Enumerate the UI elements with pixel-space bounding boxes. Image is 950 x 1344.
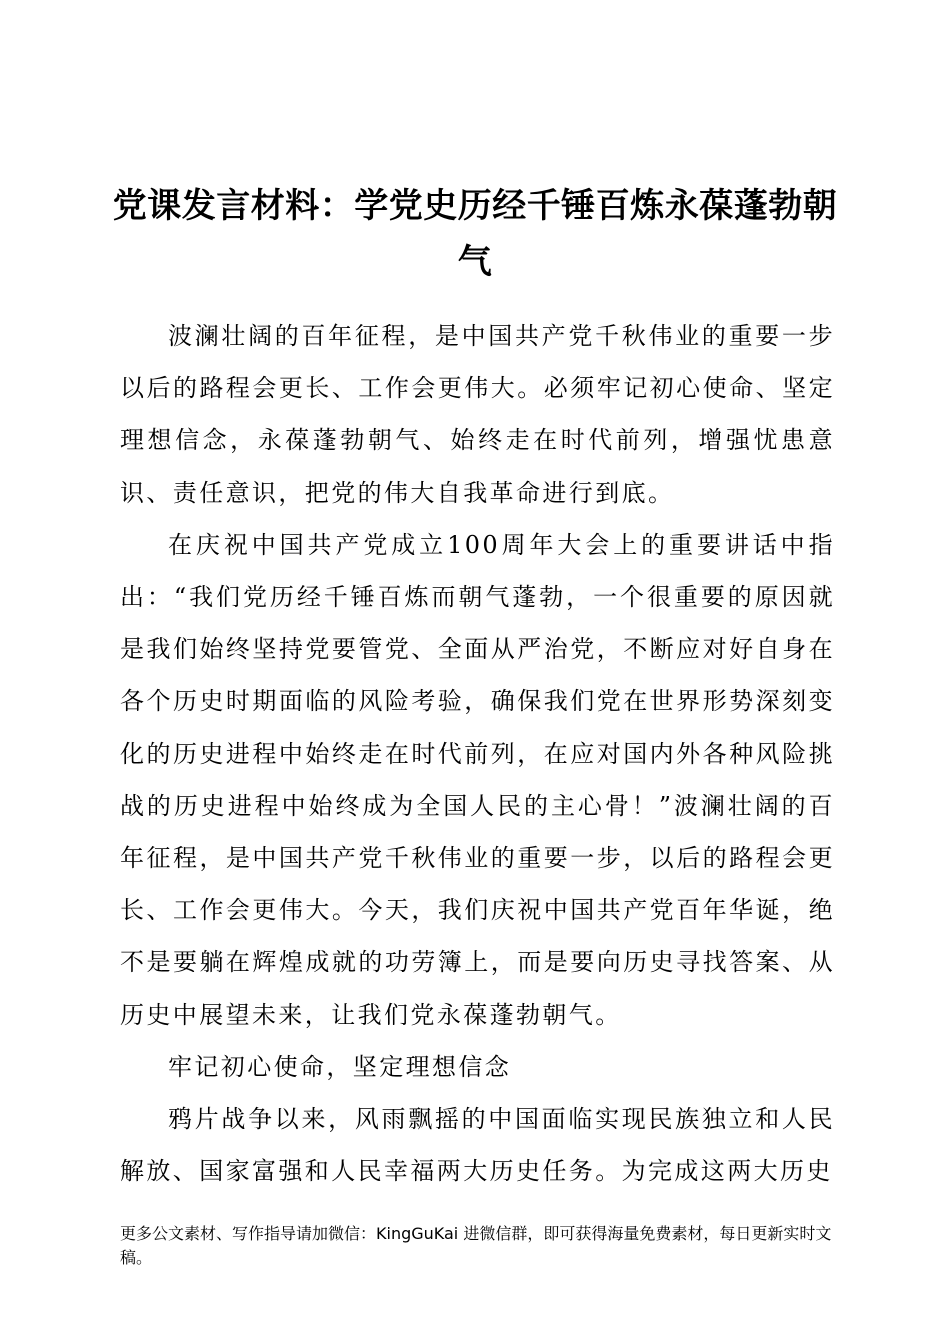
body-paragraph: 在庆祝中国共产党成立100周年大会上的重要讲话中指出：“我们党历经千锤百炼而朝气蓬勃，一个很重要的原因就是我们始终坚持党要管党、全面从严治党，不断应对好自身在各个历史时期面临的风险考验，确保我们党在世界形势深刻变化的历史进程中始终走在时代前列，在应对国内外各种风险挑战的历史进程中始终成为全国人民的主心骨！”波澜壮阔的百年征程，是中国共产党千秋伟业的重要一步，以后的路程会更长、工作会更伟大。今天，我们庆祝中国共产党百年华诞，绝不是要躺在辉煌成就的功劳簿上，而是要向历史寻找答案、从历史中展望未来，让我们党永葆蓬勃朝气。: [120, 530, 835, 1029]
body-paragraph: 波澜壮阔的百年征程，是中国共产党千秋伟业的重要一步以后的路程会更长、工作会更伟大。必须牢记初心使命、坚定理想信念，永葆蓬勃朝气、始终走在时代前列，增强忧患意识、责任意识，把党的伟大自我革命进行到底。: [120, 322, 835, 507]
section-heading: 牢记初心使命，坚定理想信念: [168, 1052, 512, 1081]
body-paragraph: 鸦片战争以来，风雨飘摇的中国面临实现民族独立和人民解放、国家富强和人民幸福两大历史任务。为完成这两大历史: [120, 1105, 835, 1186]
document-body: [120, 310, 835, 1197]
document-title: 党课发言材料：学党史历经千锤百炼永葆蓬勃朝气: [112, 186, 838, 282]
footer-note: 更多公文素材、写作指导请加微信：KingGuKai 进微信群，即可获得海量免费素材，每日更新实时文稿。: [120, 1224, 832, 1267]
